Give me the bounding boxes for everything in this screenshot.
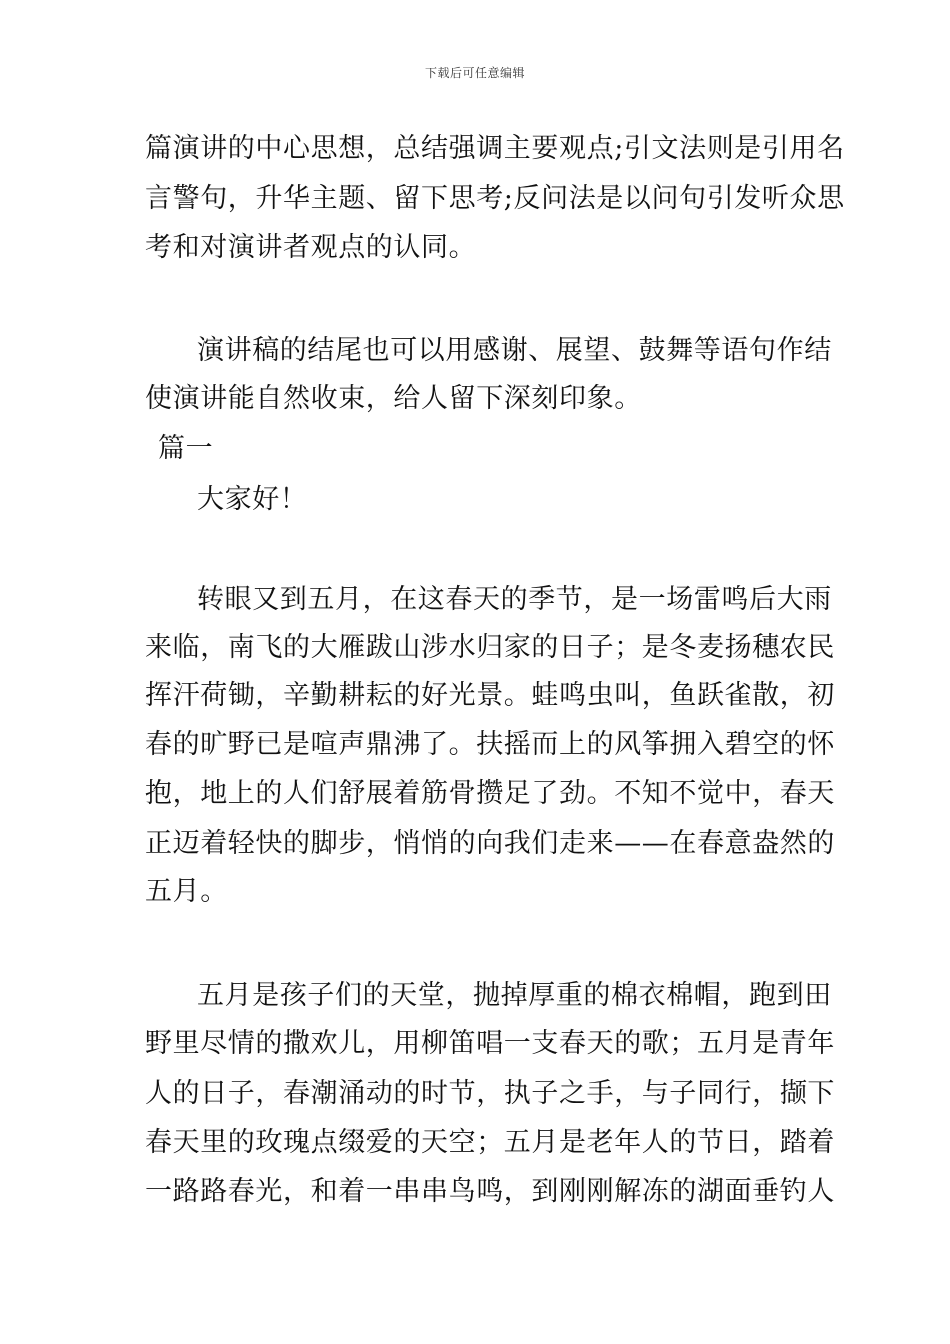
text-line: 言警句，升华主题、留下思考;反问法是以问句引发听众思	[145, 183, 845, 214]
text-line: 春的旷野已是喧声鼎沸了。扶摇而上的风筝拥入碧空的怀	[145, 729, 835, 760]
text-line: 五月。	[145, 876, 228, 907]
page-header: 下载后可任意编辑	[424, 66, 525, 80]
text-line: 五月是孩子们的天堂，抛掉厚重的棉衣棉帽，跑到田	[197, 980, 832, 1011]
text-line: 野里尽情的撒欢儿，用柳笛唱一支春天的歌；五月是青年	[145, 1028, 835, 1059]
text-line: 抱，地上的人们舒展着筋骨攒足了劲。不知不觉中，春天	[145, 778, 835, 809]
text-line: 人的日子，春潮涌动的时节，执子之手，与子同行，撷下	[145, 1078, 835, 1109]
text-line: 使演讲能自然收束，给人留下深刻印象。	[145, 383, 642, 414]
text-line: 演讲稿的结尾也可以用感谢、展望、鼓舞等语句作结	[197, 335, 832, 366]
text-line: 正迈着轻快的脚步，悄悄的向我们走来——在春意盎然的	[145, 828, 835, 859]
text-line: 考和对演讲者观点的认同。	[145, 232, 477, 263]
greeting-line: 大家好！	[197, 484, 308, 515]
text-line: 转眼又到五月，在这春天的季节，是一场雷鸣后大雨	[197, 584, 832, 615]
text-line: 篇演讲的中心思想，总结强调主要观点;引文法则是引用名	[145, 133, 845, 164]
text-line: 挥汗荷锄，辛勤耕耘的好光景。蛙鸣虫叫，鱼跃雀散，初	[145, 680, 835, 711]
text-line: 一路路春光，和着一串串鸟鸣，到刚刚解冻的湖面垂钓人	[145, 1176, 835, 1207]
section-heading: 篇一	[158, 433, 214, 464]
text-line: 来临，南飞的大雁跋山涉水归家的日子；是冬麦扬穗农民	[145, 632, 835, 663]
text-line: 春天里的玫瑰点缀爱的天空；五月是老年人的节日，踏着	[145, 1127, 835, 1158]
